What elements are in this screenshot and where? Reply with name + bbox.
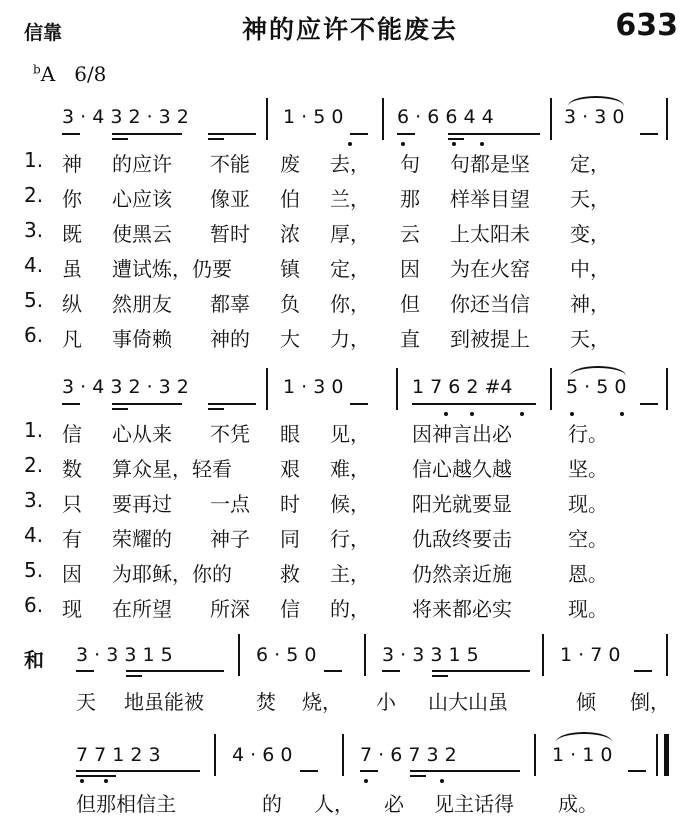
measure-c2-3: 7 · 6 7 3 2 [360,744,457,766]
beam [112,133,182,135]
measure-c2-2: 4 · 6 0 [232,744,293,766]
beam [412,403,536,405]
octave-dot [470,412,474,416]
octave-dot [104,779,108,783]
chorus-lyric-line: 但那相信主 的 人， 必 见主话得 成。 [76,792,598,816]
barline [266,98,268,140]
beam [112,138,128,140]
verse-line: 4. 有 荣耀的 神子 同 行， 仇敌终要击 空。 [24,523,608,551]
verse-line: 5. 因 为耶稣，你的 救 主， 仍然亲近施 恩。 [24,558,608,586]
barline [342,734,344,776]
verse-line: 2. 数 算众星，轻看 艰 难， 信心越久越 坚。 [24,453,608,481]
beam [62,133,80,135]
verse-line: 4. 虽 遭试炼，仍要 镇 定， 因 为在火窑 中， [24,253,610,281]
beam [410,770,520,772]
beam [350,133,368,135]
measure-1-1: 3 · 4 3 2 · 3 2 [62,106,189,128]
octave-dot [401,142,405,146]
measure-c1-2: 6 · 5 0 [256,644,317,666]
beam [208,408,224,410]
beam [432,675,448,677]
verse-line: 5. 纵 然朋友 都辜 负 你， 但 你还当信 神， [24,288,610,316]
verse-line: 1. 神 的应许 不能 废 去， 句 句都是坚 定， [24,148,610,176]
measure-c1-1: 3 · 3 3 1 5 [76,644,173,666]
measure-2-4: 5 · 5 0 [566,376,627,398]
beam [126,670,224,672]
chorus-lyric-line: 天 地虽能被 焚 烧， 小 山大山虽 倾 倒， [76,690,670,714]
beam [112,403,182,405]
octave-dot [444,412,448,416]
verse-line: 1. 信 心从来 不凭 眼 见， 因神言出必 行。 [24,418,608,446]
measure-2-3: 1 7 6 2 #4 [412,376,513,398]
measure-c2-1: 7 7 1 2 3 [76,744,161,766]
chorus-label: 和 [24,648,44,672]
beam [634,670,652,672]
measure-1-2: 1 · 5 0 [283,106,344,128]
octave-dot [620,412,624,416]
measure-1-4: 3 · 3 0 [564,106,625,128]
verse-line: 3. 只 要再过 一点 时 候， 阳光就要显 现。 [24,488,608,516]
barline [214,734,216,776]
barline [364,634,366,676]
barline [550,98,552,140]
barline [542,634,544,676]
barline [534,734,536,776]
beam [300,770,318,772]
beam [208,138,224,140]
hymn-title: 神的应许不能废去 [241,15,458,44]
octave-dot [452,142,456,146]
time-signature: 6/8 [74,62,107,86]
beam [640,133,658,135]
beam [126,675,142,677]
octave-dot [480,142,484,146]
beam [76,775,116,777]
beam [76,770,200,772]
beam [350,403,368,405]
barline [666,368,668,410]
verse-line: 3. 既 使黑云 暂时 浓 厚， 云 上太阳未 变， [24,218,610,246]
verse-line: 2. 你 心应该 像亚 伯 兰， 那 样举目望 天， [24,183,610,211]
beam [397,133,415,135]
verse-line: 6. 凡 事倚赖 神的 大 力， 直 到被提上 天， [24,323,610,351]
beam [76,670,94,672]
barline [396,368,398,410]
beam [640,403,658,405]
tie [568,96,624,106]
octave-dot [520,412,524,416]
measure-c2-4: 1 · 1 0 [552,744,613,766]
octave-dot [440,779,444,783]
verse-line: 6. 现 在所望 所深 信 的， 将来都必实 现。 [24,593,608,621]
beam [448,138,464,140]
barline [550,368,552,410]
measure-2-1: 3 · 4 3 2 · 3 2 [62,376,189,398]
beam [208,133,256,135]
barline [666,98,668,140]
measure-1-3: 6 · 6 6 4 4 [397,106,494,128]
beam [208,403,256,405]
tie [570,366,626,376]
final-barline [664,734,669,776]
hymn-number: 633 [615,8,678,43]
category-label: 信靠 [24,22,63,44]
beam [112,408,128,410]
octave-dot [348,142,352,146]
octave-dot [80,779,84,783]
octave-dot [570,412,574,416]
beam [448,133,540,135]
barline [266,368,268,410]
measure-c1-3: 3 · 3 3 1 5 [382,644,479,666]
beam [382,670,400,672]
octave-dot [364,779,368,783]
barline [238,634,240,676]
beam [62,403,80,405]
key-signature: $^b$A 6/8 [33,62,107,86]
measure-2-2: 1 · 3 0 [283,376,344,398]
barline [382,98,384,140]
beam [410,775,426,777]
barline [666,634,668,676]
beam [432,670,530,672]
tie [556,732,612,742]
beam [628,770,646,772]
beam [324,670,342,672]
barline [656,734,658,776]
beam [360,770,378,772]
measure-c1-4: 1 · 7 0 [560,644,621,666]
